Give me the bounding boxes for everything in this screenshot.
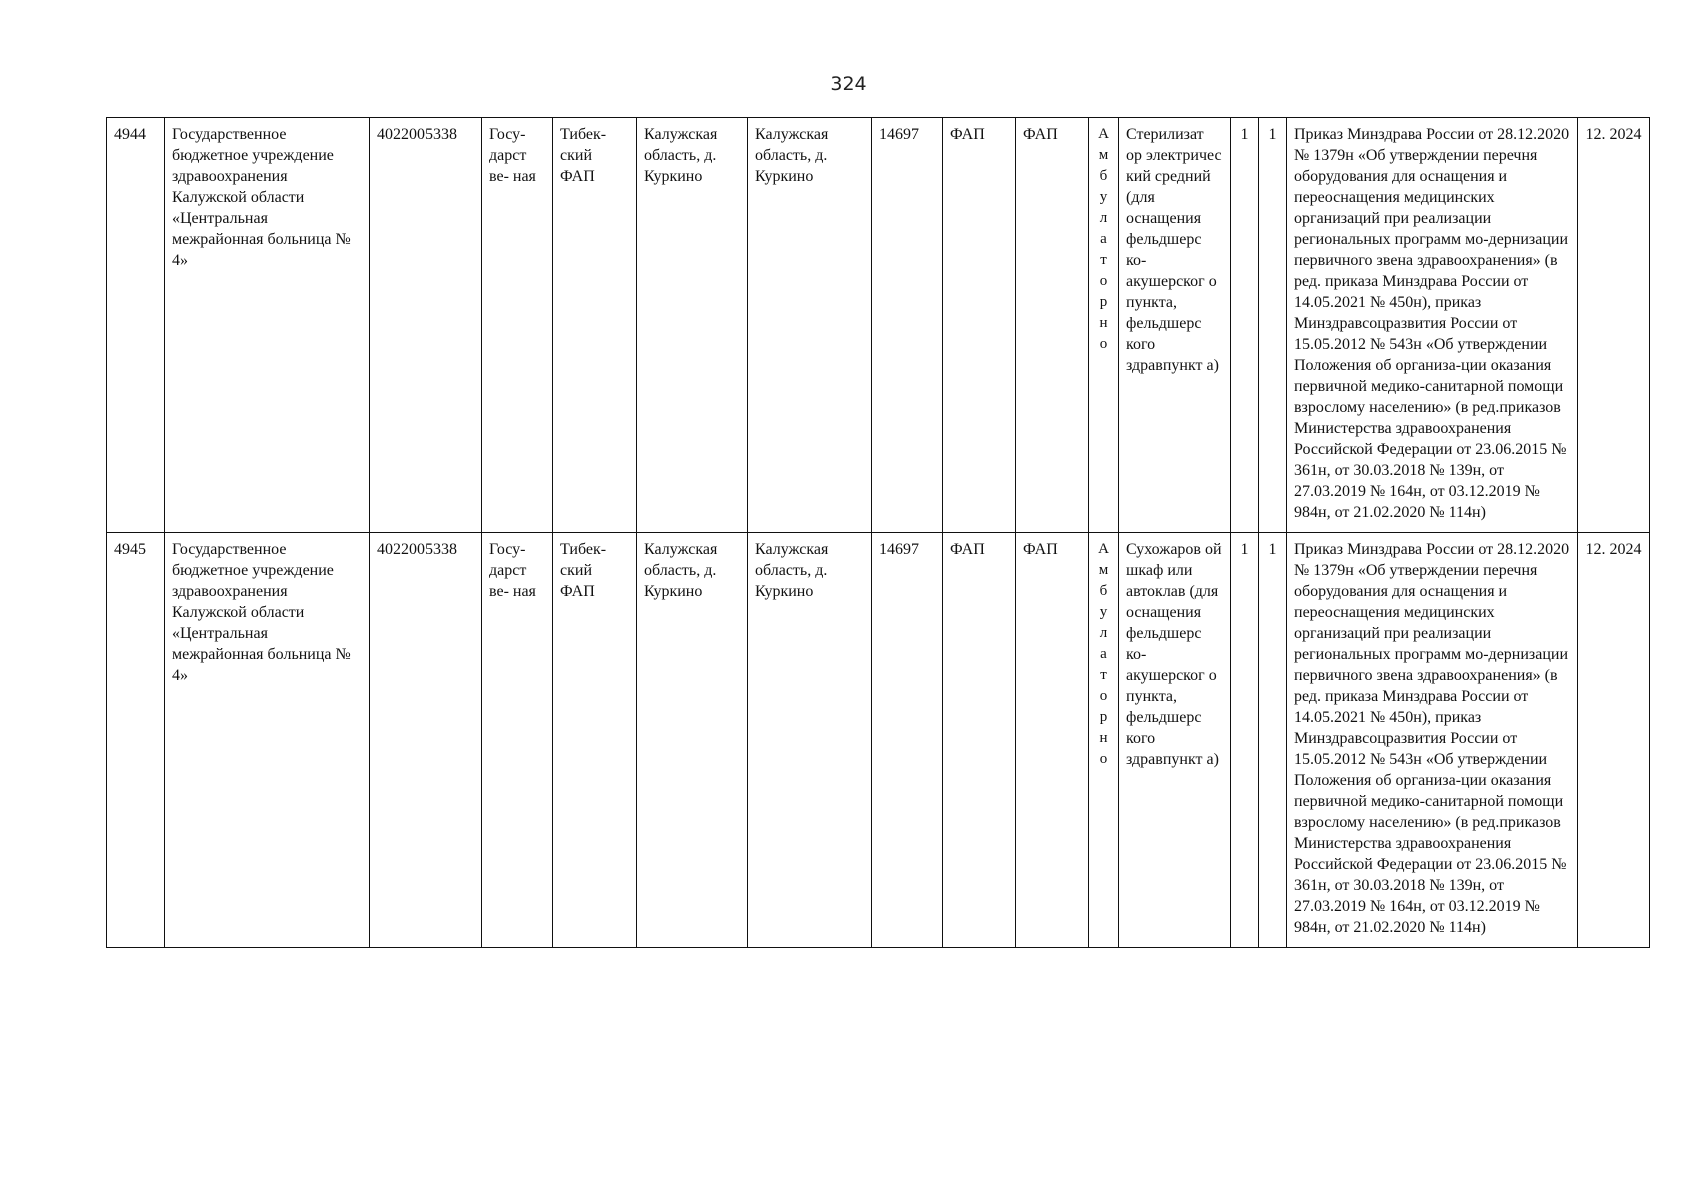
care-letter: б [1099,168,1108,184]
care-letter: о [1099,336,1108,352]
care-letter: А [1098,126,1109,142]
basis-cell: Приказ Минздрава России от 28.12.2020 № 1379н «Об утверждении перечня оборудования для оснащения и переоснащения медицинских организаций при реализации региональных программ мо-дернизации первичного звена здравоохранения» (в ред. приказа Минздрава России от 14.05.2021 № 450н), приказ Минздравсоцразвития России от 15.05.2012 № 543н «Об утверждении Положения об организа-ции оказания первичной медико-санитарной помощи взрослому населению» (в ред.приказов Министерства здравоохранения Российской Федерации от 23.06.2015 № 361н, от 30.03.2018 № 139н, от 27.03.2019 № 164н, от 03.12.2019 № 984н, от 21.02.2020 № 114н) [1287,118,1578,533]
care-letter: а [1100,646,1107,662]
care-letter: н [1099,730,1108,746]
care-letter: н [1099,315,1108,331]
care-type-cell [1089,118,1119,533]
quantity-cell: 1 [1231,533,1259,948]
location-cell: Калужская область, д. Куркино [637,118,748,533]
care-letter: о [1099,273,1108,289]
code-cell: 14697 [872,533,943,948]
organization-cell: Государственное бюджетное учреждение здравоохранения Калужской области «Центральная межрайонная больница № 4» [165,118,370,533]
unit-cell: Тибек- ский ФАП [553,533,637,948]
inn-cell: 4022005338 [370,533,482,948]
care-letter: р [1099,294,1108,310]
care-letter: л [1099,210,1108,226]
care-letter: т [1100,667,1107,683]
deadline-cell: 12. 2024 [1578,533,1650,948]
page-number: 324 [830,73,867,95]
equipment-cell: Сухожаров ой шкаф или автоклав (для оснащения фельдшерс ко- акушерског о пункта, фельдшерс кого здравпункт а) [1119,533,1231,948]
quantity-cell: 1 [1259,118,1287,533]
quantity-cell: 1 [1231,118,1259,533]
table-row [107,533,1650,948]
registry-table [106,117,1650,948]
table-row [107,118,1650,533]
care-letter: у [1099,604,1108,620]
type1-cell: ФАП [943,118,1016,533]
deadline-cell: 12. 2024 [1578,118,1650,533]
address-cell: Калужская область, д. Куркино [748,118,872,533]
type2-cell: ФАП [1016,533,1089,948]
care-letter: о [1099,751,1108,767]
equipment-cell: Стерилизат ор электричес кий средний (для оснащения фельдшерс ко- акушерског о пункта, фельдшерс кого здравпункт а) [1119,118,1231,533]
inn-cell: 4022005338 [370,118,482,533]
type2-cell: ФАП [1016,118,1089,533]
care-type-cell [1089,533,1119,948]
location-cell: Калужская область, д. Куркино [637,533,748,948]
care-letter: м [1098,147,1109,163]
care-letter: о [1099,688,1108,704]
care-letter: м [1098,562,1109,578]
ownership-cell: Госу- дарст ве- ная [482,118,553,533]
care-letter: л [1099,625,1108,641]
organization-cell: Государственное бюджетное учреждение здравоохранения Калужской области «Центральная межрайонная больница № 4» [165,533,370,948]
care-letter: б [1099,583,1108,599]
care-letter: а [1100,231,1107,247]
care-letter: А [1098,541,1109,557]
ownership-cell: Госу- дарст ве- ная [482,533,553,948]
row-number: 4944 [107,118,165,533]
code-cell: 14697 [872,118,943,533]
care-letter: т [1100,252,1107,268]
address-cell: Калужская область, д. Куркино [748,533,872,948]
care-letter: р [1099,709,1108,725]
unit-cell: Тибек- ский ФАП [553,118,637,533]
quantity-cell: 1 [1259,533,1287,948]
basis-cell: Приказ Минздрава России от 28.12.2020 № 1379н «Об утверждении перечня оборудования для оснащения и переоснащения медицинских организаций при реализации региональных программ мо-дернизации первичного звена здравоохранения» (в ред. приказа Минздрава России от 14.05.2021 № 450н), приказ Минздравсоцразвития России от 15.05.2012 № 543н «Об утверждении Положения об организа-ции оказания первичной медико-санитарной помощи взрослому населению» (в ред.приказов Министерства здравоохранения Российской Федерации от 23.06.2015 № 361н, от 30.03.2018 № 139н, от 27.03.2019 № 164н, от 03.12.2019 № 984н, от 21.02.2020 № 114н) [1287,533,1578,948]
row-number: 4945 [107,533,165,948]
type1-cell: ФАП [943,533,1016,948]
care-letter: у [1099,189,1108,205]
